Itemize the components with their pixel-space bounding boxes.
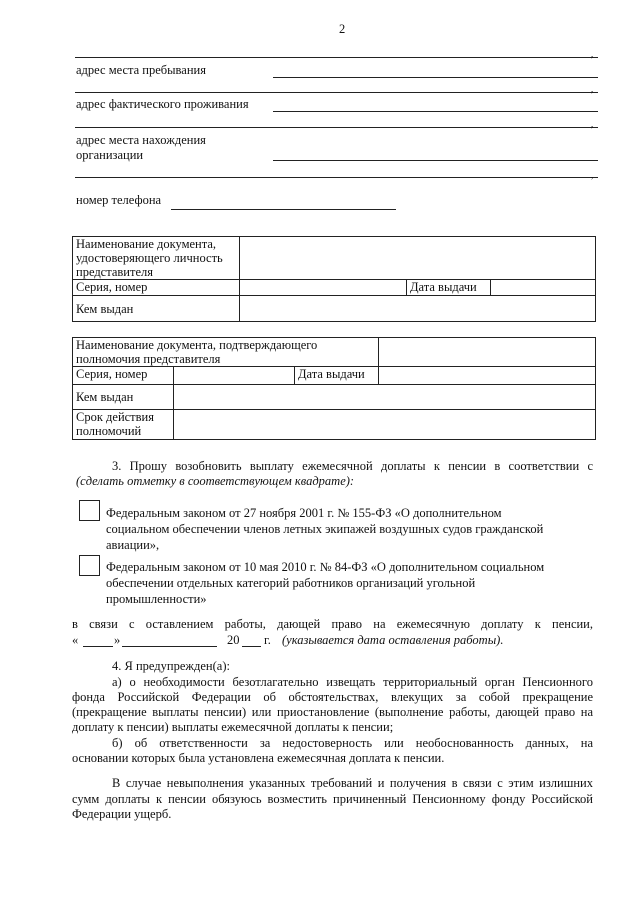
authority-doc-name-value[interactable] — [379, 338, 596, 367]
option-84fz-text: Федеральным законом от 10 мая 2010 г. № 84-ФЗ «О дополнительном социальном обеспечении отдельных категорий работников организаций угольной промышленности» — [106, 560, 545, 606]
section4-title: 4. Я предупрежден(а): — [112, 659, 230, 673]
line-mark: , — [591, 49, 594, 59]
option-84fz-checkbox[interactable] — [79, 555, 100, 576]
option-155fz-text: Федеральным законом от 27 ноября 2001 г. № 155-ФЗ «О дополнительном социальном обеспечении членов летных экипажей воздушных судов гражданской авиации», — [106, 506, 544, 552]
id-doc-name-value[interactable] — [240, 237, 596, 280]
representative-id-table — [72, 236, 596, 322]
authority-doc-table — [72, 337, 596, 440]
line-mark: , — [591, 119, 594, 129]
address-line-2 — [75, 92, 598, 93]
id-doc-name-cell: Наименование документа, удостоверяющего личность представителя — [73, 237, 240, 280]
section4-a-line2: фонда Российской Федерации об обстоятельствах, влекущих за собой прекращение — [72, 690, 593, 704]
phone-input-line[interactable] — [171, 209, 396, 210]
address-org-label-2: организации — [76, 148, 144, 162]
authority-validity-label: Срок действия полномочий — [73, 410, 174, 440]
authority-issued-by-value[interactable] — [174, 385, 596, 410]
authority-issued-by-label: Кем выдан — [73, 385, 174, 410]
date-year-input[interactable] — [242, 646, 261, 647]
address-actual-label: адрес фактического проживания — [76, 97, 249, 111]
authority-doc-name-cell: Наименование документа, подтверждающего полномочия представителя — [73, 338, 379, 367]
date-open-quote: « — [72, 633, 79, 647]
date-hint: (указывается дата оставления работы). — [282, 633, 504, 647]
id-issued-by-value[interactable] — [240, 296, 596, 322]
section4-a-line3: (прекращение выплаты пенсии) или приостановление (выполнение работы, дающей право на — [72, 705, 593, 719]
section4-b-line2: основании которых была установлена ежемесячная доплата к пенсии. — [72, 751, 445, 765]
final-line2: сумм доплаты к пенсии обязуюсь возместить причиненный Пенсионному фонду Российской — [72, 792, 593, 806]
authority-issue-date-label: Дата выдачи — [295, 367, 379, 385]
section4-a-line1: а) о необходимости безотлагательно извещать территориальный орган Пенсионного — [112, 675, 593, 689]
id-issue-date-label: Дата выдачи — [407, 280, 491, 296]
date-year-prefix: 20 — [227, 633, 240, 647]
date-close-quote: » — [114, 633, 121, 647]
section4-a-line4: доплату к пенсии) выплаты ежемесячной доплаты к пенсии; — [72, 720, 394, 734]
id-series-value[interactable] — [240, 280, 407, 296]
line-mark: , — [591, 84, 594, 94]
address-org-input-line[interactable] — [273, 160, 598, 161]
section3-intro: 3. Прошу возобновить выплату ежемесячной доплаты к пенсии в соответствии с — [112, 459, 593, 473]
authority-issue-date-value[interactable] — [379, 367, 596, 385]
page-number: 2 — [339, 22, 346, 36]
id-issue-date-value[interactable] — [491, 280, 596, 296]
address-line-3 — [75, 127, 598, 128]
address-line-4 — [75, 177, 598, 178]
address-line-top — [75, 57, 598, 58]
address-stay-input-line[interactable] — [273, 77, 598, 78]
id-issued-by-label: Кем выдан — [73, 296, 240, 322]
address-org-label: адрес места нахождения — [76, 133, 206, 147]
section3-hint: (сделать отметку в соответствующем квадрате): — [76, 474, 355, 488]
line-mark: , — [591, 170, 594, 180]
date-day-input[interactable] — [83, 646, 113, 647]
final-line1: В случае невыполнения указанных требований и получения в связи с этим излишних — [112, 776, 593, 790]
id-series-label: Серия, номер — [73, 280, 240, 296]
date-month-input[interactable] — [122, 646, 217, 647]
section4-b-line1: б) об ответственности за недостоверность или необоснованность данных, на — [112, 736, 593, 750]
option-155fz-checkbox[interactable] — [79, 500, 100, 521]
address-stay-label: адрес места пребывания — [76, 63, 206, 77]
authority-validity-value[interactable] — [174, 410, 596, 440]
reason-text: в связи с оставлением работы, дающей право на ежемесячную доплату к пенсии, — [72, 617, 593, 631]
phone-label: номер телефона — [76, 193, 162, 207]
address-actual-input-line[interactable] — [273, 111, 598, 112]
authority-series-label: Серия, номер — [73, 367, 174, 385]
authority-series-value[interactable] — [174, 367, 295, 385]
final-line3: Федерации ущерб. — [72, 807, 172, 821]
date-year-suffix: г. — [264, 633, 271, 647]
